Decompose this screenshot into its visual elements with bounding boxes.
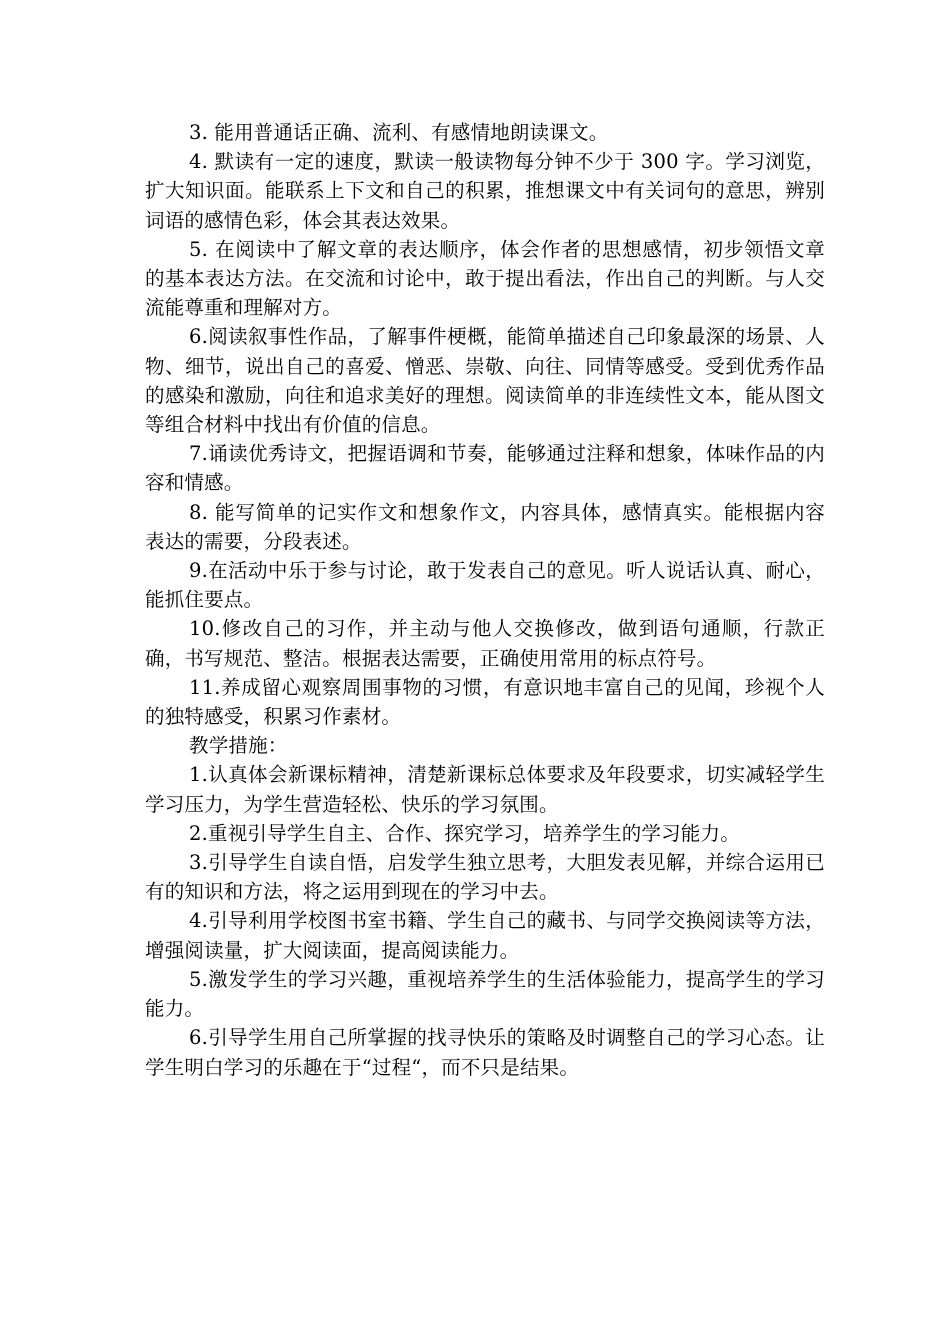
paragraph-measure-3: 3.引导学生自读自悟，启发学生独立思考，大胆发表见解，并综合运用已有的知识和方法，将之运用到现在的学习中去。 — [145, 851, 825, 904]
paragraph-goal-4: 4. 默读有一定的速度，默读一般读物每分钟不少于 300 字。学习浏览，扩大知识面。能联系上下文和自己的积累，推想课文中有关词句的意思，辨别词语的感情色彩，体会其表达效果。 — [145, 150, 825, 232]
paragraph-measure-2: 2.重视引导学生自主、合作、探究学习，培养学生的学习能力。 — [189, 821, 740, 845]
paragraph-goal-7: 7.诵读优秀诗文，把握语调和节奏，能够通过注释和想象，体味作品的内容和情感。 — [145, 442, 825, 495]
paragraph-goal-8: 8. 能写简单的记实作文和想象作文，内容具体，感情真实。能根据内容表达的需要，分段表述。 — [145, 500, 825, 553]
paragraph-measure-6: 6.引导学生用自己所掌握的找寻快乐的策略及时调整自己的学习心态。让学生明白学习的乐趣在于“过程“，而不只是结果。 — [145, 1026, 825, 1079]
paragraph-goal-9: 9.在活动中乐于参与讨论，敢于发表自己的意见。听人说话认真、耐心，能抓住要点。 — [145, 559, 825, 612]
paragraph-measure-4: 4.引导利用学校图书室书籍、学生自己的藏书、与同学交换阅读等方法，增强阅读量，扩大阅读面，提高阅读能力。 — [145, 909, 825, 962]
paragraph-goal-6: 6.阅读叙事性作品，了解事件梗概，能简单描述自己印象最深的场景、人物、细节，说出自己的喜爱、憎恶、崇敬、向往、同情等感受。受到优秀作品的感染和激励，向往和追求美好的理想。阅读简单的非连续性文本，能从图文等组合材料中找出有价值的信息。 — [145, 325, 825, 437]
paragraph-goal-5: 5. 在阅读中了解文章的表达顺序，体会作者的思想感情，初步领悟文章的基本表达方法。在交流和讨论中，敢于提出看法，作出自己的判断。与人交流能尊重和理解对方。 — [145, 237, 825, 320]
paragraph-goal-3: 3. 能用普通话正确、流利、有感情地朗读课文。 — [189, 121, 609, 144]
paragraph-goal-11: 11.养成留心观察周围事物的习惯，有意识地丰富自己的见闻，珍视个人的独特感受，积累习作素材。 — [145, 675, 825, 729]
section-heading-teaching-measures: 教学措施： — [189, 734, 288, 758]
paragraph-measure-5: 5.激发学生的学习兴趣，重视培养学生的生活体验能力，提高学生的学习能力。 — [145, 967, 825, 1021]
paragraph-measure-1: 1.认真体会新课标精神，清楚新课标总体要求及年段要求，切实减轻学生学习压力，为学生营造轻松、快乐的学习氛围。 — [145, 763, 825, 816]
paragraph-goal-10: 10.修改自己的习作，并主动与他人交换修改，做到语句通顺，行款正确，书写规范、整洁。根据表达需要，正确使用常用的标点符号。 — [145, 617, 825, 670]
document-body — [145, 118, 825, 1082]
